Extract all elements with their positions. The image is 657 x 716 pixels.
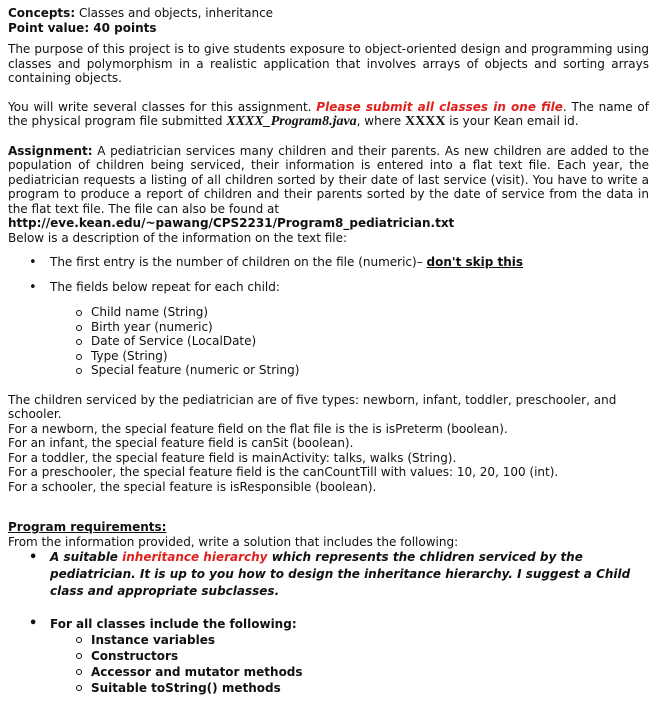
list-item: Special feature (numeric or String) (8, 363, 649, 378)
list-item: Birth year (numeric) (8, 320, 649, 335)
file-bullet-list (8, 255, 649, 295)
list-item: Instance variables (8, 632, 649, 648)
assignment-paragraph (8, 144, 649, 217)
field-list (8, 305, 649, 378)
types-line: For a newborn, the special feature field on the flat file is the is isPreterm (boolean). (8, 421, 508, 436)
dont-skip-emphasis: don't skip this (426, 255, 524, 269)
point-value: Point value: 40 points (8, 20, 157, 35)
list-item: Child name (String) (8, 305, 649, 320)
concepts-label: Concepts: (8, 6, 76, 20)
list-item: Accessor and mutator methods (8, 664, 649, 680)
list-item: Constructors (8, 648, 649, 664)
xxxx-id: XXXX (404, 114, 446, 129)
requirements-list (8, 549, 649, 632)
submit-highlight: Please submit all classes in one file (316, 99, 563, 114)
assignment-text: A pediatrician services many children and their parents. As new children are added to the population of children being serviced, their information is entered into a flat text file. Each year, the pediatrician requests a listing of all children sorted by their date of last service (visit). You have to write a program to produce a report of children and their parents sorted by the date of service from the data in the flat text file. The file can also be found at (8, 143, 649, 216)
types-line: For an infant, the special feature field is canSit (boolean). (8, 436, 354, 450)
types-line: For a preschooler, the special feature field is the canCountTill with values: 10, 20, 100 (int). (8, 465, 559, 479)
requirements-heading: Program requirements: (8, 520, 167, 534)
list-item: Type (String) (8, 349, 649, 364)
types-line: The children serviced by the pediatrician are of five types: newborn, infant, toddler, preschooler, and schooler. (8, 392, 617, 421)
types-line: For a toddler, the special feature field is mainActivity: talks, walks (String). (8, 450, 457, 465)
data-file-url[interactable]: http://eve.kean.edu/~pawang/CPS2231/Program8_pediatrician.txt (8, 216, 455, 230)
list-item: • The fields below repeat for each child: (8, 280, 649, 295)
list-item: • The first entry is the number of children on the file (numeric)– don't skip this (8, 255, 649, 270)
child-types-section (8, 393, 649, 495)
concepts-value: Classes and objects, inheritance (75, 6, 274, 20)
submit-paragraph: You will write several classes for this assignment. Please submit all classes in one file. The name of the physical program file submitted XXXX_Program8.java, where XXXX is your Kean email id. (8, 99, 649, 129)
class-member-list (8, 632, 649, 696)
list-item: Date of Service (LocalDate) (8, 334, 649, 349)
list-item: Suitable toString() methods (8, 680, 649, 696)
file-name: XXXX_Program8.java (226, 114, 357, 129)
types-line: For a schooler, the special feature is isResponsible (boolean). (8, 479, 377, 494)
inheritance-hierarchy-highlight: inheritance hierarchy (122, 550, 268, 564)
list-item: • For all classes include the following: (8, 616, 649, 632)
below-description: Below is a description of the information on the text file: (8, 230, 348, 245)
concepts-line (8, 6, 649, 21)
assignment-label: Assignment: (8, 143, 93, 158)
purpose-paragraph: The purpose of this project is to give students exposure to object-oriented design and programming using classes and polymorphism in a realistic application that involves arrays of objects and sorting arrays containing objects. (8, 42, 649, 85)
list-item: • A suitable inheritance hierarchy which represents the chlidren serviced by the pediatrician. It is up to you how to design the inheritance hierarchy. I suggest a Child class and appropriate subclasses. (8, 549, 649, 600)
requirements-intro: From the information provided, write a solution that includes the following: (8, 534, 459, 549)
